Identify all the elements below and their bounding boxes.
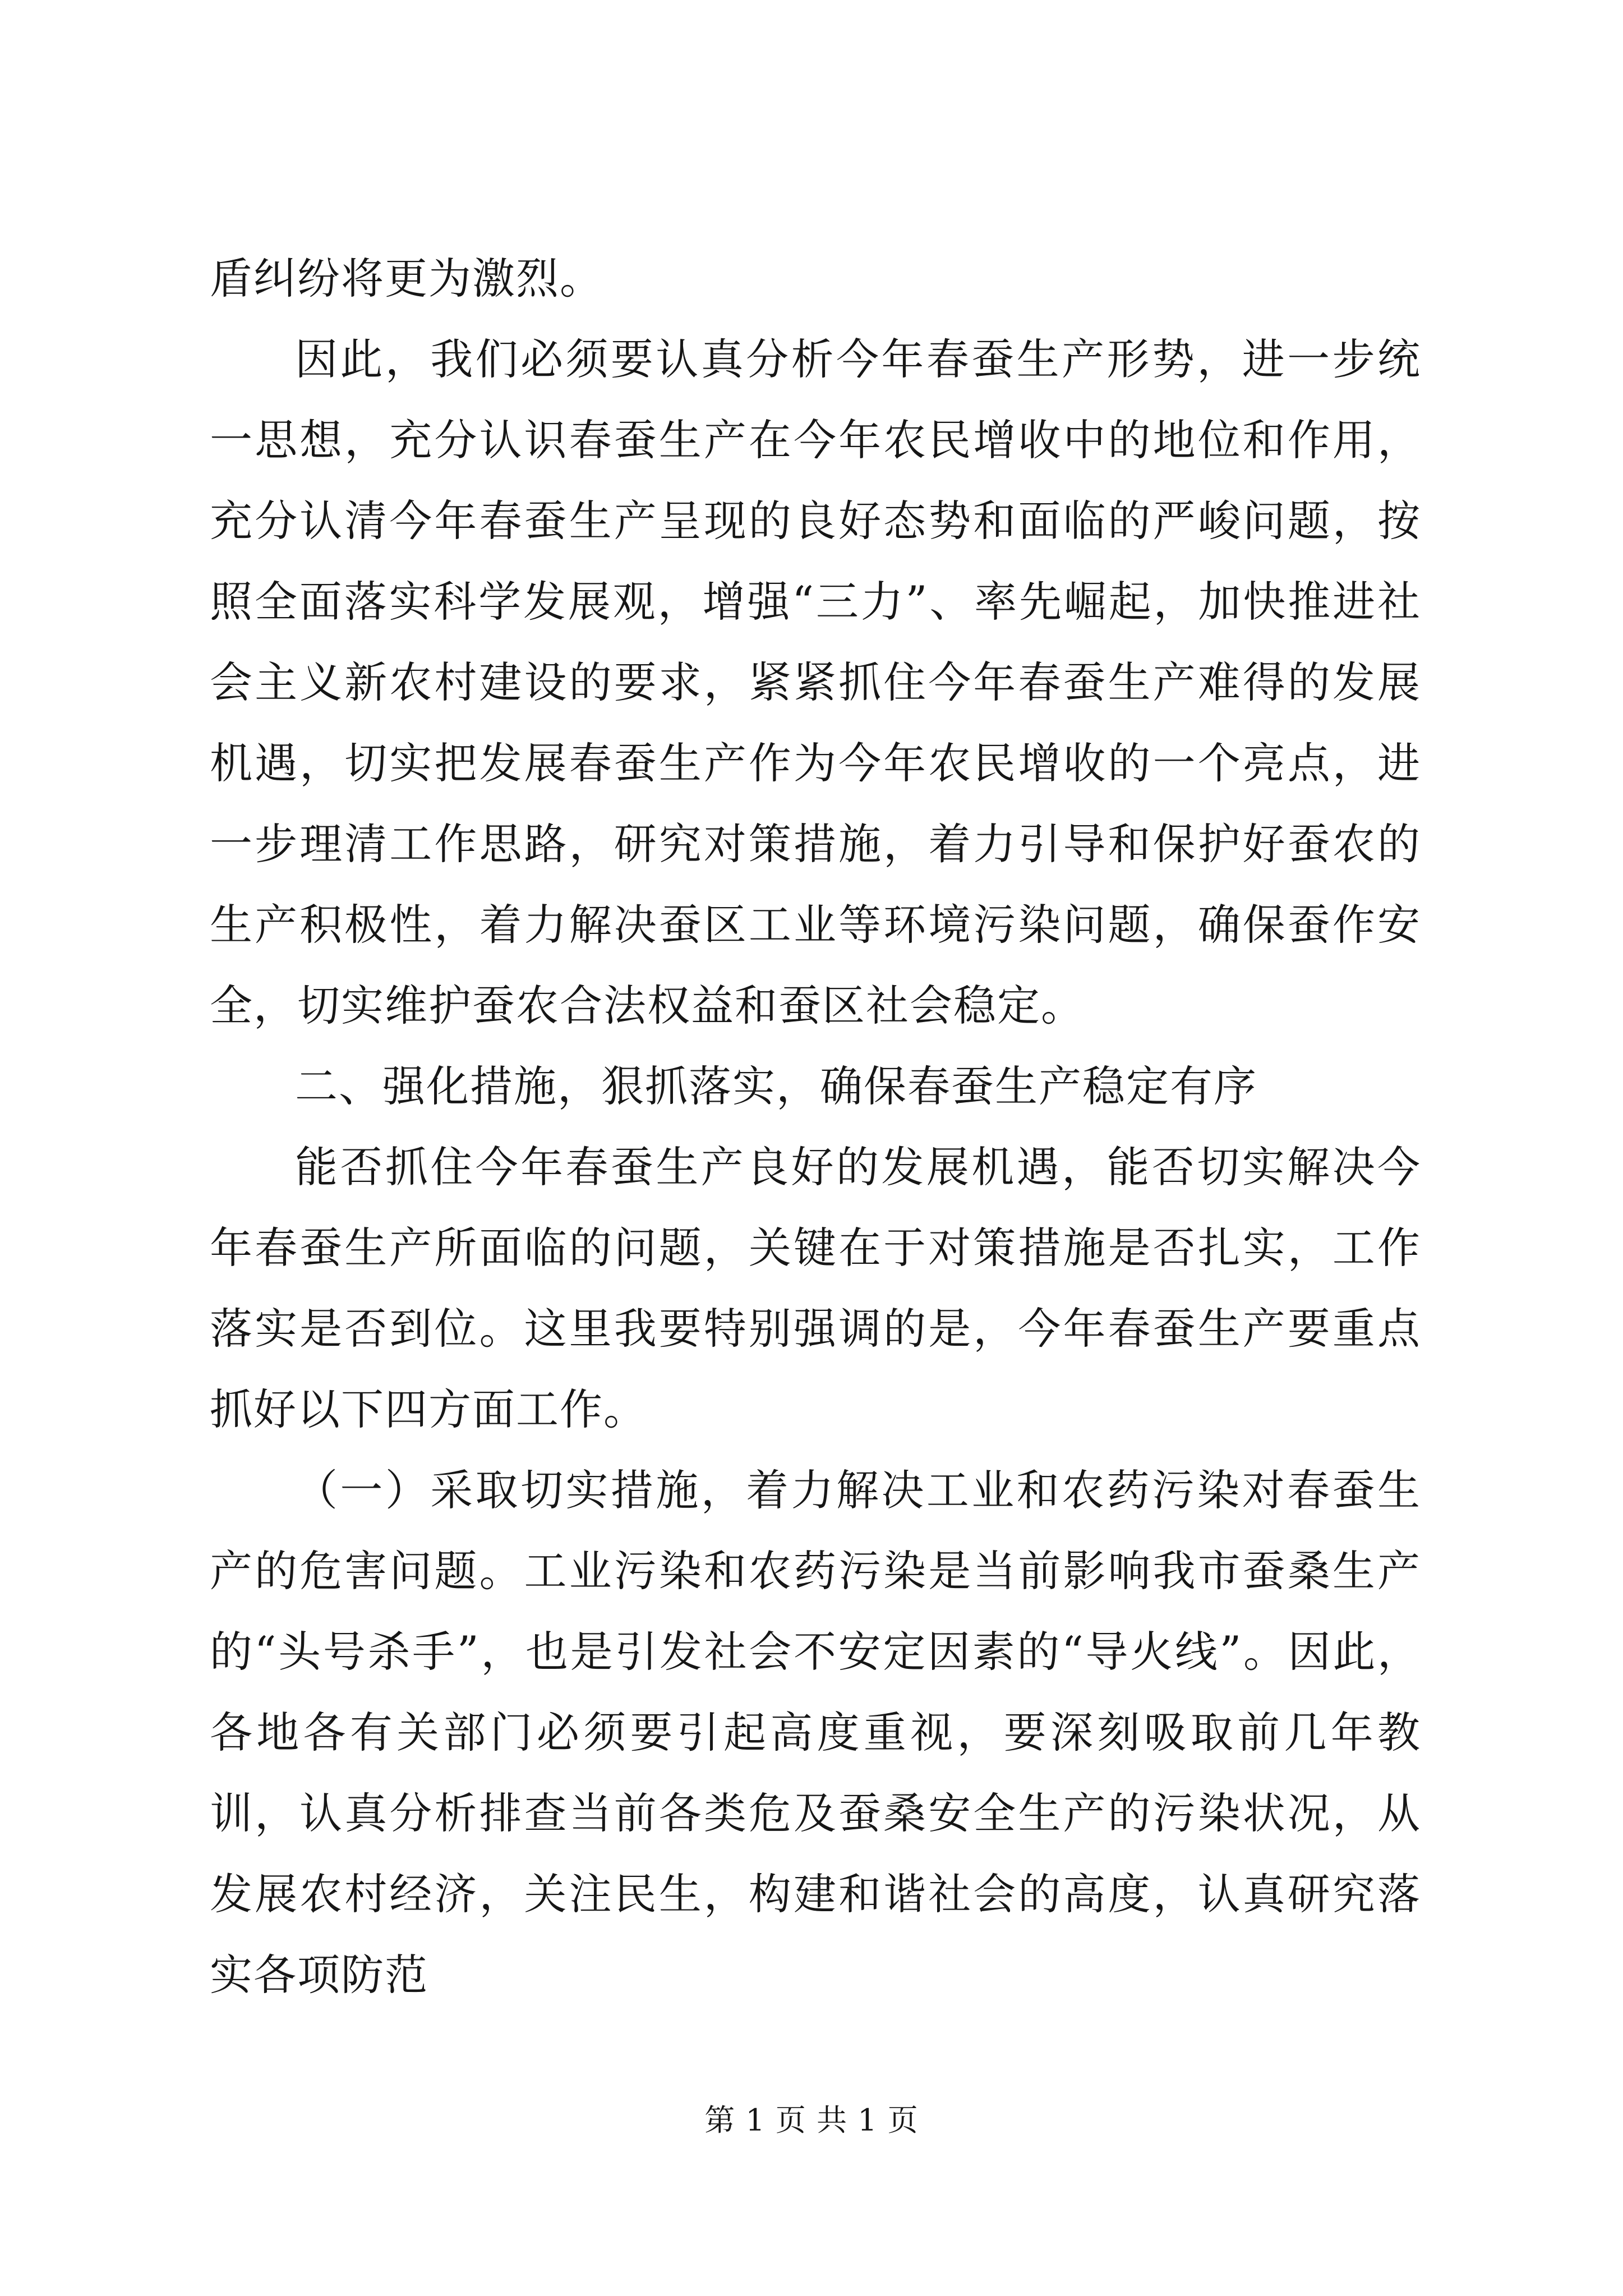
section-heading-2: 二、强化措施，狠抓落实，确保春蚕生产稳定有序	[295, 1061, 1257, 1111]
page-number-label: 第 1 页 共 1 页	[704, 2102, 919, 2138]
paragraph-continuation: 盾纠纷将更为激烈。	[210, 254, 603, 303]
page-footer	[0, 2101, 1623, 2140]
paragraph-measures-intro: 能否抓住今年春蚕生产良好的发展机遇，能否切实解决今年春蚕生产所面临的问题，关键在于对策措施是否扎实，工作落实是否到位。这里我要特别强调的是，今年春蚕生产要重点抓好以下四方面工作。	[210, 1142, 1421, 1434]
paragraph-analysis: 因此，我们必须要认真分析今年春蚕生产形势，进一步统一思想，充分认识春蚕生产在今年农民增收中的地位和作用，充分认清今年春蚕生产呈现的良好态势和面临的严峻问题，按照全面落实科学发展观，增强“三力”、率先崛起，加快推进社会主义新农村建设的要求，紧紧抓住今年春蚕生产难得的发展机遇，切实把发展春蚕生产作为今年农民增收的一个亮点，进一步理清工作思路，研究对策措施，着力引导和保护好蚕农的生产积极性，着力解决蚕区工业等环境污染问题，确保蚕作安全，切实维护蚕农合法权益和蚕区社会稳定。	[210, 334, 1421, 1030]
paragraph-pollution-measures: （一）采取切实措施，着力解决工业和农药污染对春蚕生产的危害问题。工业污染和农药污染是当前影响我市蚕桑生产的“头号杀手”，也是引发社会不安定因素的“导火线”。因此，各地各有关部门必须要引起高度重视，要深刻吸取前几年教训，认真分析排查当前各类危及蚕桑安全生产的污染状况，从发展农村经济，关注民生，构建和谐社会的高度，认真研究落实各项防范	[210, 1465, 1421, 2000]
document-body	[210, 238, 1421, 2016]
